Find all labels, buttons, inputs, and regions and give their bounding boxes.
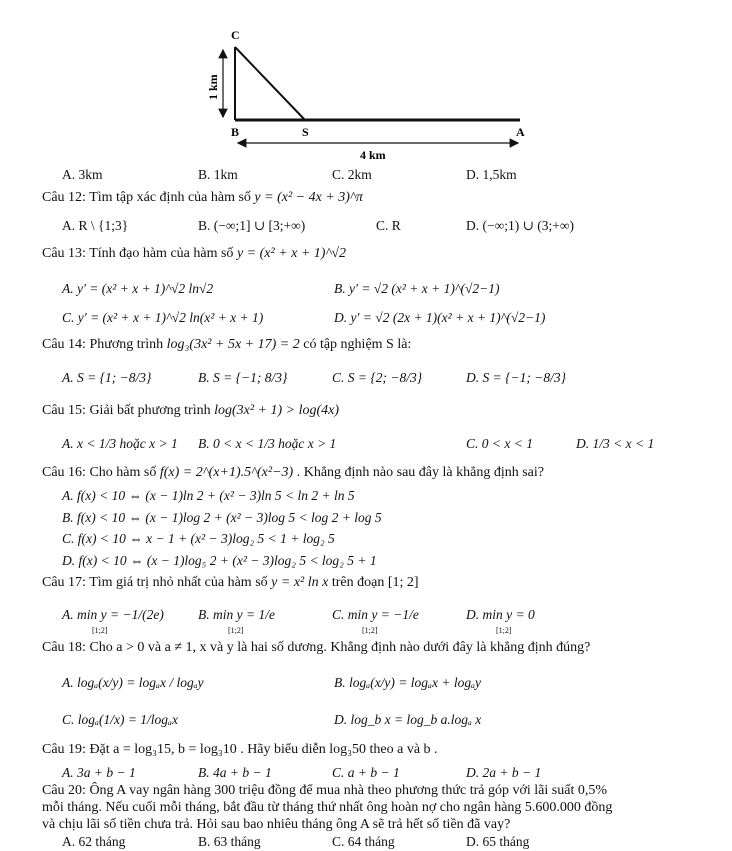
q20-line-3: và chịu lãi số tiền chưa trả. Hỏi sau bao nhiêu tháng ông A sẽ trả hết số tiền đã vay? xyxy=(42,817,511,832)
q15-stem-text: Câu 15: Giải bất phương trình xyxy=(42,403,211,418)
q16-formula: f(x) = 2^(x+1).5^(x²−3) xyxy=(159,465,294,480)
q12-stem xyxy=(42,190,363,206)
q20-line-1: Câu 20: Ông A vay ngân hàng 300 triệu đồng để mua nhà theo phương thức trả góp với lãi suất 0,5% xyxy=(42,783,607,798)
q17-option-b[interactable]: B. min y = 1/e xyxy=(198,607,275,622)
q13-option-d[interactable]: D. y′ = √2 (2x + 1)(x² + x + 1)^(√2−1) xyxy=(334,310,546,325)
q18-option-a[interactable]: A. logₐ(x/y) = logₐx / logₐy xyxy=(62,675,204,690)
q18-stem: Câu 18: Cho a > 0 và a ≠ 1, x và y là hai số dương. Khẳng định nào dưới đây là khẳng định đúng? xyxy=(42,640,591,655)
q16-stem-start: Câu 16: Cho hàm số xyxy=(42,465,157,480)
q16-option-d[interactable]: D. f(x) < 10 ⇔ (x − 1)log₅ 2 + (x² − 3)log₂ 5 < log₂ 5 + 1 xyxy=(62,553,377,568)
q17-option-d[interactable]: D. min y = 0 xyxy=(466,607,535,622)
q12-stem-text: Câu 12: Tìm tập xác định của hàm số xyxy=(42,190,251,205)
q13-stem xyxy=(42,246,346,262)
q16-option-a[interactable]: A. f(x) < 10 ⇔ (x − 1)ln 2 + (x² − 3)ln 5 < ln 2 + ln 5 xyxy=(62,488,355,503)
q14-option-c[interactable]: C. S = {2; −8/3} xyxy=(332,370,423,385)
segment-cs xyxy=(235,47,305,120)
q15-option-c[interactable]: C. 0 < x < 1 xyxy=(466,436,533,451)
q20-option-b[interactable]: B. 63 tháng xyxy=(198,834,261,849)
q17-stem-end: trên đoạn [1; 2] xyxy=(331,575,419,590)
q16-option-c[interactable]: C. f(x) < 10 ⇔ x − 1 + (x² − 3)log₂ 5 < 1 + log₂ 5 xyxy=(62,531,335,546)
geometry-figure xyxy=(190,20,540,170)
q13-option-b[interactable]: B. y′ = √2 (x² + x + 1)^(√2−1) xyxy=(334,281,500,296)
q17-formula: y = x² ln x xyxy=(271,575,329,590)
label-s: S xyxy=(302,125,309,139)
q17-interval-b: [1;2] xyxy=(228,626,244,635)
q17-option-c[interactable]: C. min y = −1/e xyxy=(332,607,419,622)
q15-option-a[interactable]: A. x < 1/3 hoặc x > 1 xyxy=(62,436,178,451)
q20-option-d[interactable]: D. 65 tháng xyxy=(466,834,530,849)
q12-option-d[interactable]: D. (−∞;1) ∪ (3;+∞) xyxy=(466,218,575,233)
q17-stem xyxy=(42,575,419,591)
q14-stem-start: Câu 14: Phương trình xyxy=(42,337,164,352)
q20-option-a[interactable]: A. 62 tháng xyxy=(62,834,126,849)
q11-option-b[interactable]: B. 1km xyxy=(198,167,238,182)
q14-formula: log₃(3x² + 5x + 17) = 2 xyxy=(166,337,300,352)
horizontal-dimension-label: 4 km xyxy=(360,148,386,162)
q13-stem-text: Câu 13: Tính đạo hàm của hàm số xyxy=(42,246,234,261)
label-c: C xyxy=(231,28,240,42)
q16-stem-end: . Khẳng định nào sau đây là khẳng định sai? xyxy=(296,465,544,480)
q16-option-b[interactable]: B. f(x) < 10 ⇔ (x − 1)log 2 + (x² − 3)log 5 < log 2 + log 5 xyxy=(62,510,382,525)
q14-option-d[interactable]: D. S = {−1; −8/3} xyxy=(466,370,566,385)
q15-stem xyxy=(42,403,339,419)
q11-option-c[interactable]: C. 2km xyxy=(332,167,372,182)
q12-option-c[interactable]: C. R xyxy=(376,218,401,233)
q17-interval-a: [1;2] xyxy=(92,626,108,635)
label-b: B xyxy=(231,125,240,139)
q20-option-c[interactable]: C. 64 tháng xyxy=(332,834,395,849)
q12-option-b[interactable]: B. (−∞;1] ∪ [3;+∞) xyxy=(198,218,306,233)
q17-interval-c: [1;2] xyxy=(362,626,378,635)
q14-stem xyxy=(42,337,411,353)
q12-option-a[interactable]: A. R \ {1;3} xyxy=(62,218,129,233)
q19-option-a[interactable]: A. 3a + b − 1 xyxy=(62,765,136,780)
q13-option-a[interactable]: A. y′ = (x² + x + 1)^√2 ln√2 xyxy=(62,281,214,296)
q12-formula: y = (x² − 4x + 3)^π xyxy=(254,190,363,205)
q19-option-d[interactable]: D. 2a + b − 1 xyxy=(466,765,542,780)
q11-option-d[interactable]: D. 1,5km xyxy=(466,167,517,182)
q18-option-c[interactable]: C. logₐ(1/x) = 1/logₐx xyxy=(62,712,178,727)
vertical-dimension-label: 1 km xyxy=(206,74,220,100)
q19-stem: Câu 19: Đặt a = log₃15, b = log₃10 . Hãy biểu diễn log₃50 theo a và b . xyxy=(42,742,438,757)
q15-option-b[interactable]: B. 0 < x < 1/3 hoặc x > 1 xyxy=(198,436,337,451)
label-a: A xyxy=(516,125,525,139)
q18-option-b[interactable]: B. logₐ(x/y) = logₐx + logₐy xyxy=(334,675,482,690)
q13-option-c[interactable]: C. y′ = (x² + x + 1)^√2 ln(x² + x + 1) xyxy=(62,310,264,325)
q19-option-b[interactable]: B. 4a + b − 1 xyxy=(198,765,272,780)
q14-stem-end: có tập nghiệm S là: xyxy=(303,337,412,352)
q11-option-a[interactable]: A. 3km xyxy=(62,167,103,182)
q17-stem-start: Câu 17: Tìm giá trị nhỏ nhất của hàm số xyxy=(42,575,268,590)
q20-line-2: mỗi tháng. Nếu cuối mỗi tháng, bắt đầu từ tháng thứ nhất ông hoàn nợ cho ngân hàng 5.600.000 đồng xyxy=(42,800,613,815)
q17-option-a[interactable]: A. min y = −1/(2e) xyxy=(62,607,164,622)
q14-option-a[interactable]: A. S = {1; −8/3} xyxy=(62,370,152,385)
q16-stem xyxy=(42,465,544,481)
q13-formula: y = (x² + x + 1)^√2 xyxy=(236,246,347,261)
q15-option-d[interactable]: D. 1/3 < x < 1 xyxy=(576,436,655,451)
q17-interval-d: [1;2] xyxy=(496,626,512,635)
q18-option-d[interactable]: D. log_b x = log_b a.logₐ x xyxy=(334,712,482,727)
q14-option-b[interactable]: B. S = {−1; 8/3} xyxy=(198,370,288,385)
q15-formula: log(3x² + 1) > log(4x) xyxy=(214,403,340,418)
q19-option-c[interactable]: C. a + b − 1 xyxy=(332,765,400,780)
